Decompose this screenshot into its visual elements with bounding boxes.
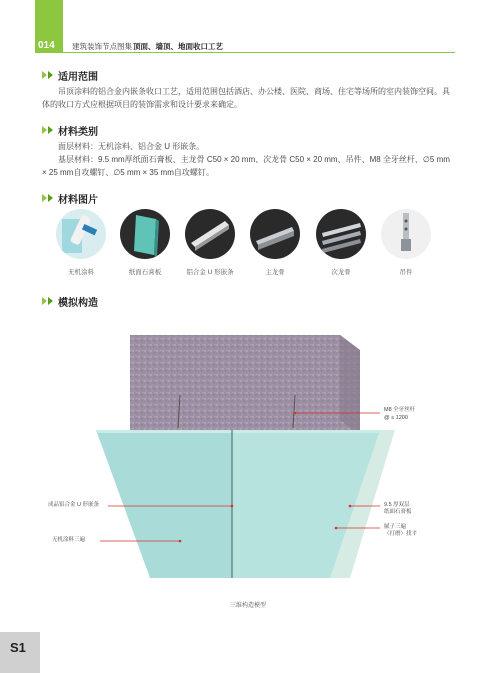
chevron-icon (42, 297, 47, 305)
ceiling-panel-left (96, 430, 232, 578)
section-title: 模拟构造 (58, 297, 98, 309)
section-heading-scope (42, 69, 98, 81)
chapter-title: 顶面、墙顶、地面收口工艺 (133, 42, 223, 51)
concrete-slab (130, 335, 360, 435)
header-divider (35, 52, 455, 53)
base-materials-text: 基层材料：9.5 mm厚纸面石膏板、主龙骨 C50 × 20 mm、次龙骨 C50 × 20 mm、吊件、M8 全牙丝杆、∅5 mm × 25 mm自攻螺钉、∅5 mm × 35 mm自攻螺钉。 (42, 155, 450, 177)
label-putty-2: （打磨）找平 (384, 531, 418, 537)
label-board-1: 9.5 厚双层 (384, 502, 410, 508)
hanger-image (381, 209, 431, 259)
caption-gypsum-board: 纸面石膏板 (128, 269, 162, 276)
caption-hanger: 吊件 (399, 269, 413, 276)
chevron-icon (42, 126, 47, 134)
section-title: 适用范围 (58, 71, 98, 83)
section-heading-materials (42, 124, 98, 136)
chevron-icon (48, 297, 53, 305)
main-keel-image (250, 209, 300, 259)
label-coating: 无机涂料三遍 (52, 537, 86, 543)
label-u-strip: 成品铝合金 U 形嵌条 (48, 502, 100, 508)
label-rod: M8 全牙丝杆 (384, 407, 416, 413)
page-number: 014 (38, 40, 55, 51)
surface-materials-text: 面层材料：无机涂料、铝合金 U 形嵌条。 (58, 142, 205, 151)
chevron-icon (48, 71, 53, 79)
section-title: 材料图片 (58, 194, 98, 206)
caption-main-keel: 主龙骨 (265, 269, 285, 276)
chevron-icon (48, 126, 53, 134)
caption-coating: 无机涂料 (68, 269, 94, 276)
footer-tab (0, 632, 40, 673)
caption-u-strip: 铝合金 U 形嵌条 (186, 269, 234, 276)
label-board-2: 纸面石膏板 (384, 509, 412, 515)
section-code: S1 (10, 640, 26, 655)
secondary-keel-image (316, 209, 366, 259)
coating-image (56, 209, 106, 259)
scope-paragraph: 吊顶涂料的铝合金内嵌条收口工艺，适用范围包括酒店、办公楼、医院、商场、住宅等场所的室内装饰空间。具体的收口方式应根据项目的装饰需求和设计要求来确定。 (42, 87, 450, 109)
caption-secondary-keel: 次龙骨 (331, 269, 351, 276)
chevron-icon (42, 71, 47, 79)
u-strip-image (185, 209, 235, 259)
model-caption: 三维构造模型 (229, 603, 266, 609)
book-title: 建筑装饰节点图集 (72, 42, 132, 51)
gypsum-board-image (120, 209, 170, 259)
chevron-icon (42, 194, 47, 202)
chevron-icon (48, 194, 53, 202)
section-heading-images (42, 192, 98, 204)
label-rod-spacing: @ ≤ 1200 (384, 415, 408, 421)
section-title: 材料类别 (58, 126, 98, 138)
ceiling-model-illustration (0, 320, 496, 590)
label-putty-1: 腻子三遍 (384, 524, 407, 530)
section-heading-model (42, 295, 98, 307)
